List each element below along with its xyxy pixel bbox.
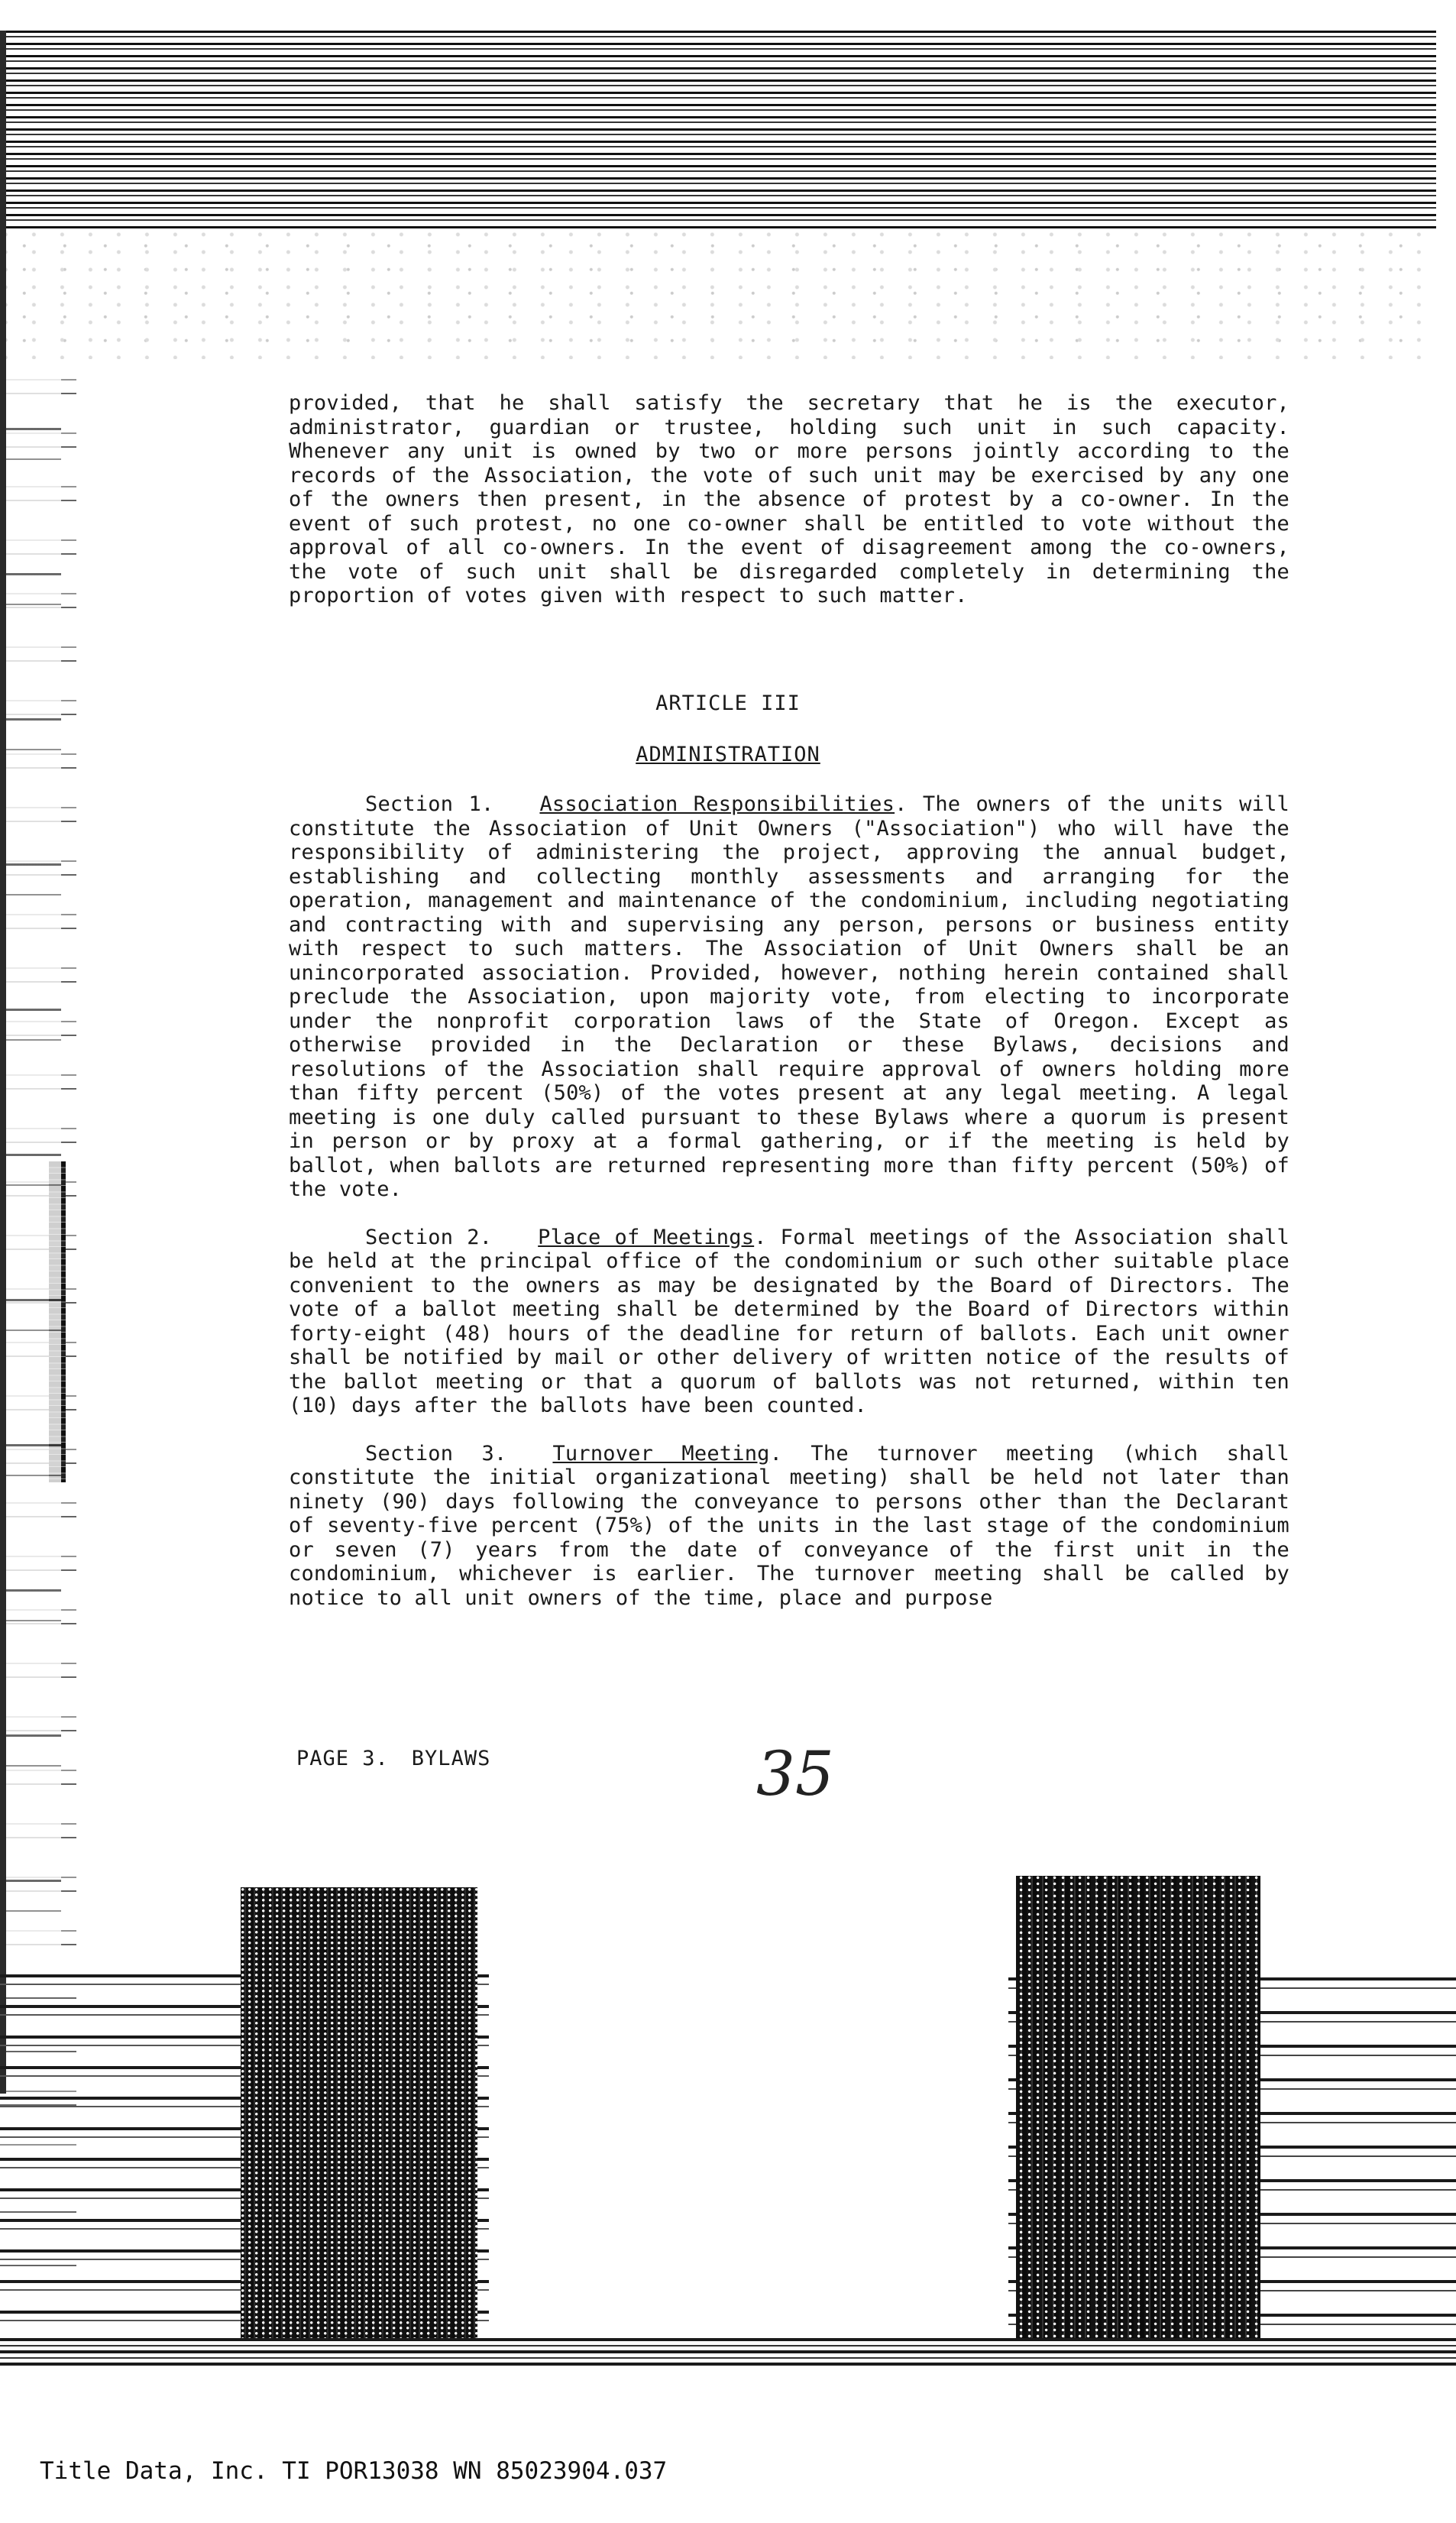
article-heading: ARTICLE III [655, 691, 801, 715]
section-3 [289, 1442, 1289, 1611]
scan-noise-right-edge [0, 31, 6, 2094]
continuation-paragraph [289, 391, 1289, 632]
page-footer [296, 1747, 513, 1770]
section-2-title: Place of Meetings [538, 1225, 755, 1249]
continuation-text: provided, that he shall satisfy the secretary that he is the executor, administrator, guardian or trustee, holding such unit in such capacity. Whenever any unit is owned by two or more persons jointly according to the records of the Association, the vote of such unit may be exercised by any one of the owners then present, in the absence of protest by a co-owner. In the event of such protest, no one co-owner shall be entitled to vote without the approval of all co-owners. In the event of disagreement among the co-owners, the vote of such unit shall be disregarded completely in determining the proportion of votes given with respect to such matter. [289, 391, 1289, 607]
section-3-label: Section 3. [365, 1441, 507, 1466]
scan-noise-right-margin [0, 359, 61, 1964]
section-1-text: . The owners of the units will constitute the Association of Unit Owners ("Association") who will have the responsibility of administering the project, approving the annual budget, establishing and collecting monthly assessments and arranging for the operation, management and maintenance of the condominium, including negotiating and contracting with and supervising any person, persons or business entity with respect to such matters. The Association of Unit Owners shall be an unincorporated association. Provided, however, nothing herein contained shall preclude the Association, upon majority vote, from electing to incorporate under the nonprofit corporation laws of the State of Oregon. Except as otherwise provided in the Declaration or these Bylaws, decisions and resolutions of the Association shall require approval of owners holding more than fifty percent (50%) of the votes present at any legal meeting. A legal meeting is one duly called pursuant to these Bylaws where a quorum is present in person or by proxy at a formal gathering, or if the meeting is held by ballot, when ballots are returned representing more than fifty percent (50%) of the vote. [289, 792, 1289, 1201]
sections-container [289, 792, 1289, 1634]
scan-noise-bottom-left-block [241, 1887, 477, 2361]
scan-noise-bottom-bar [0, 2338, 1456, 2369]
scan-clear-area [489, 1887, 1008, 2376]
footer-page-number: PAGE 3. [296, 1747, 389, 1770]
article-title: ADMINISTRATION [636, 743, 820, 766]
section-2-text: . Formal meetings of the Association shall be held at the principal office of the condominium or such other suitable place convenient to the owners as may be designated by the Board of Directors. The vote of a ballot meeting shall be determined by the Board of Directors within forty-eight (48) hours of the deadline for return of ballots. Each unit owner shall be notified by mail or other delivery of written notice of the results of the ballot meeting or that a quorum of ballots was not returned, within ten (10) days after the ballots have been counted. [289, 1225, 1289, 1417]
scan-noise-top [0, 31, 1436, 229]
scan-noise-top-fade [0, 229, 1436, 359]
scan-noise-bottom-right-block [1016, 1876, 1260, 2365]
title-data-footer: Title Data, Inc. TI POR13038 WN 85023904.037 [40, 2457, 668, 2485]
section-1-title: Association Responsibilities [539, 792, 895, 816]
section-3-title: Turnover Meeting [552, 1441, 770, 1466]
handwritten-page-number: 35 [756, 1738, 834, 1809]
section-1 [289, 792, 1289, 1202]
section-1-label: Section 1. [365, 792, 494, 816]
footer-doc-name: BYLAWS [411, 1747, 491, 1770]
section-2-label: Section 2. [365, 1225, 493, 1249]
section-3-text: . The turnover meeting (which shall constitute the initial organizational meeting) shall be held not later than ninety (90) days following the conveyance to persons other than the Declarant of seventy-five percent (75%) of the units in the last stage of the condominium or seven (7) years from the date of conveyance of the first unit in the condominium, whichever is earlier. The turnover meeting shall be called by notice to all unit owners of the time, place and purpose [289, 1441, 1289, 1610]
section-2 [289, 1226, 1289, 1418]
